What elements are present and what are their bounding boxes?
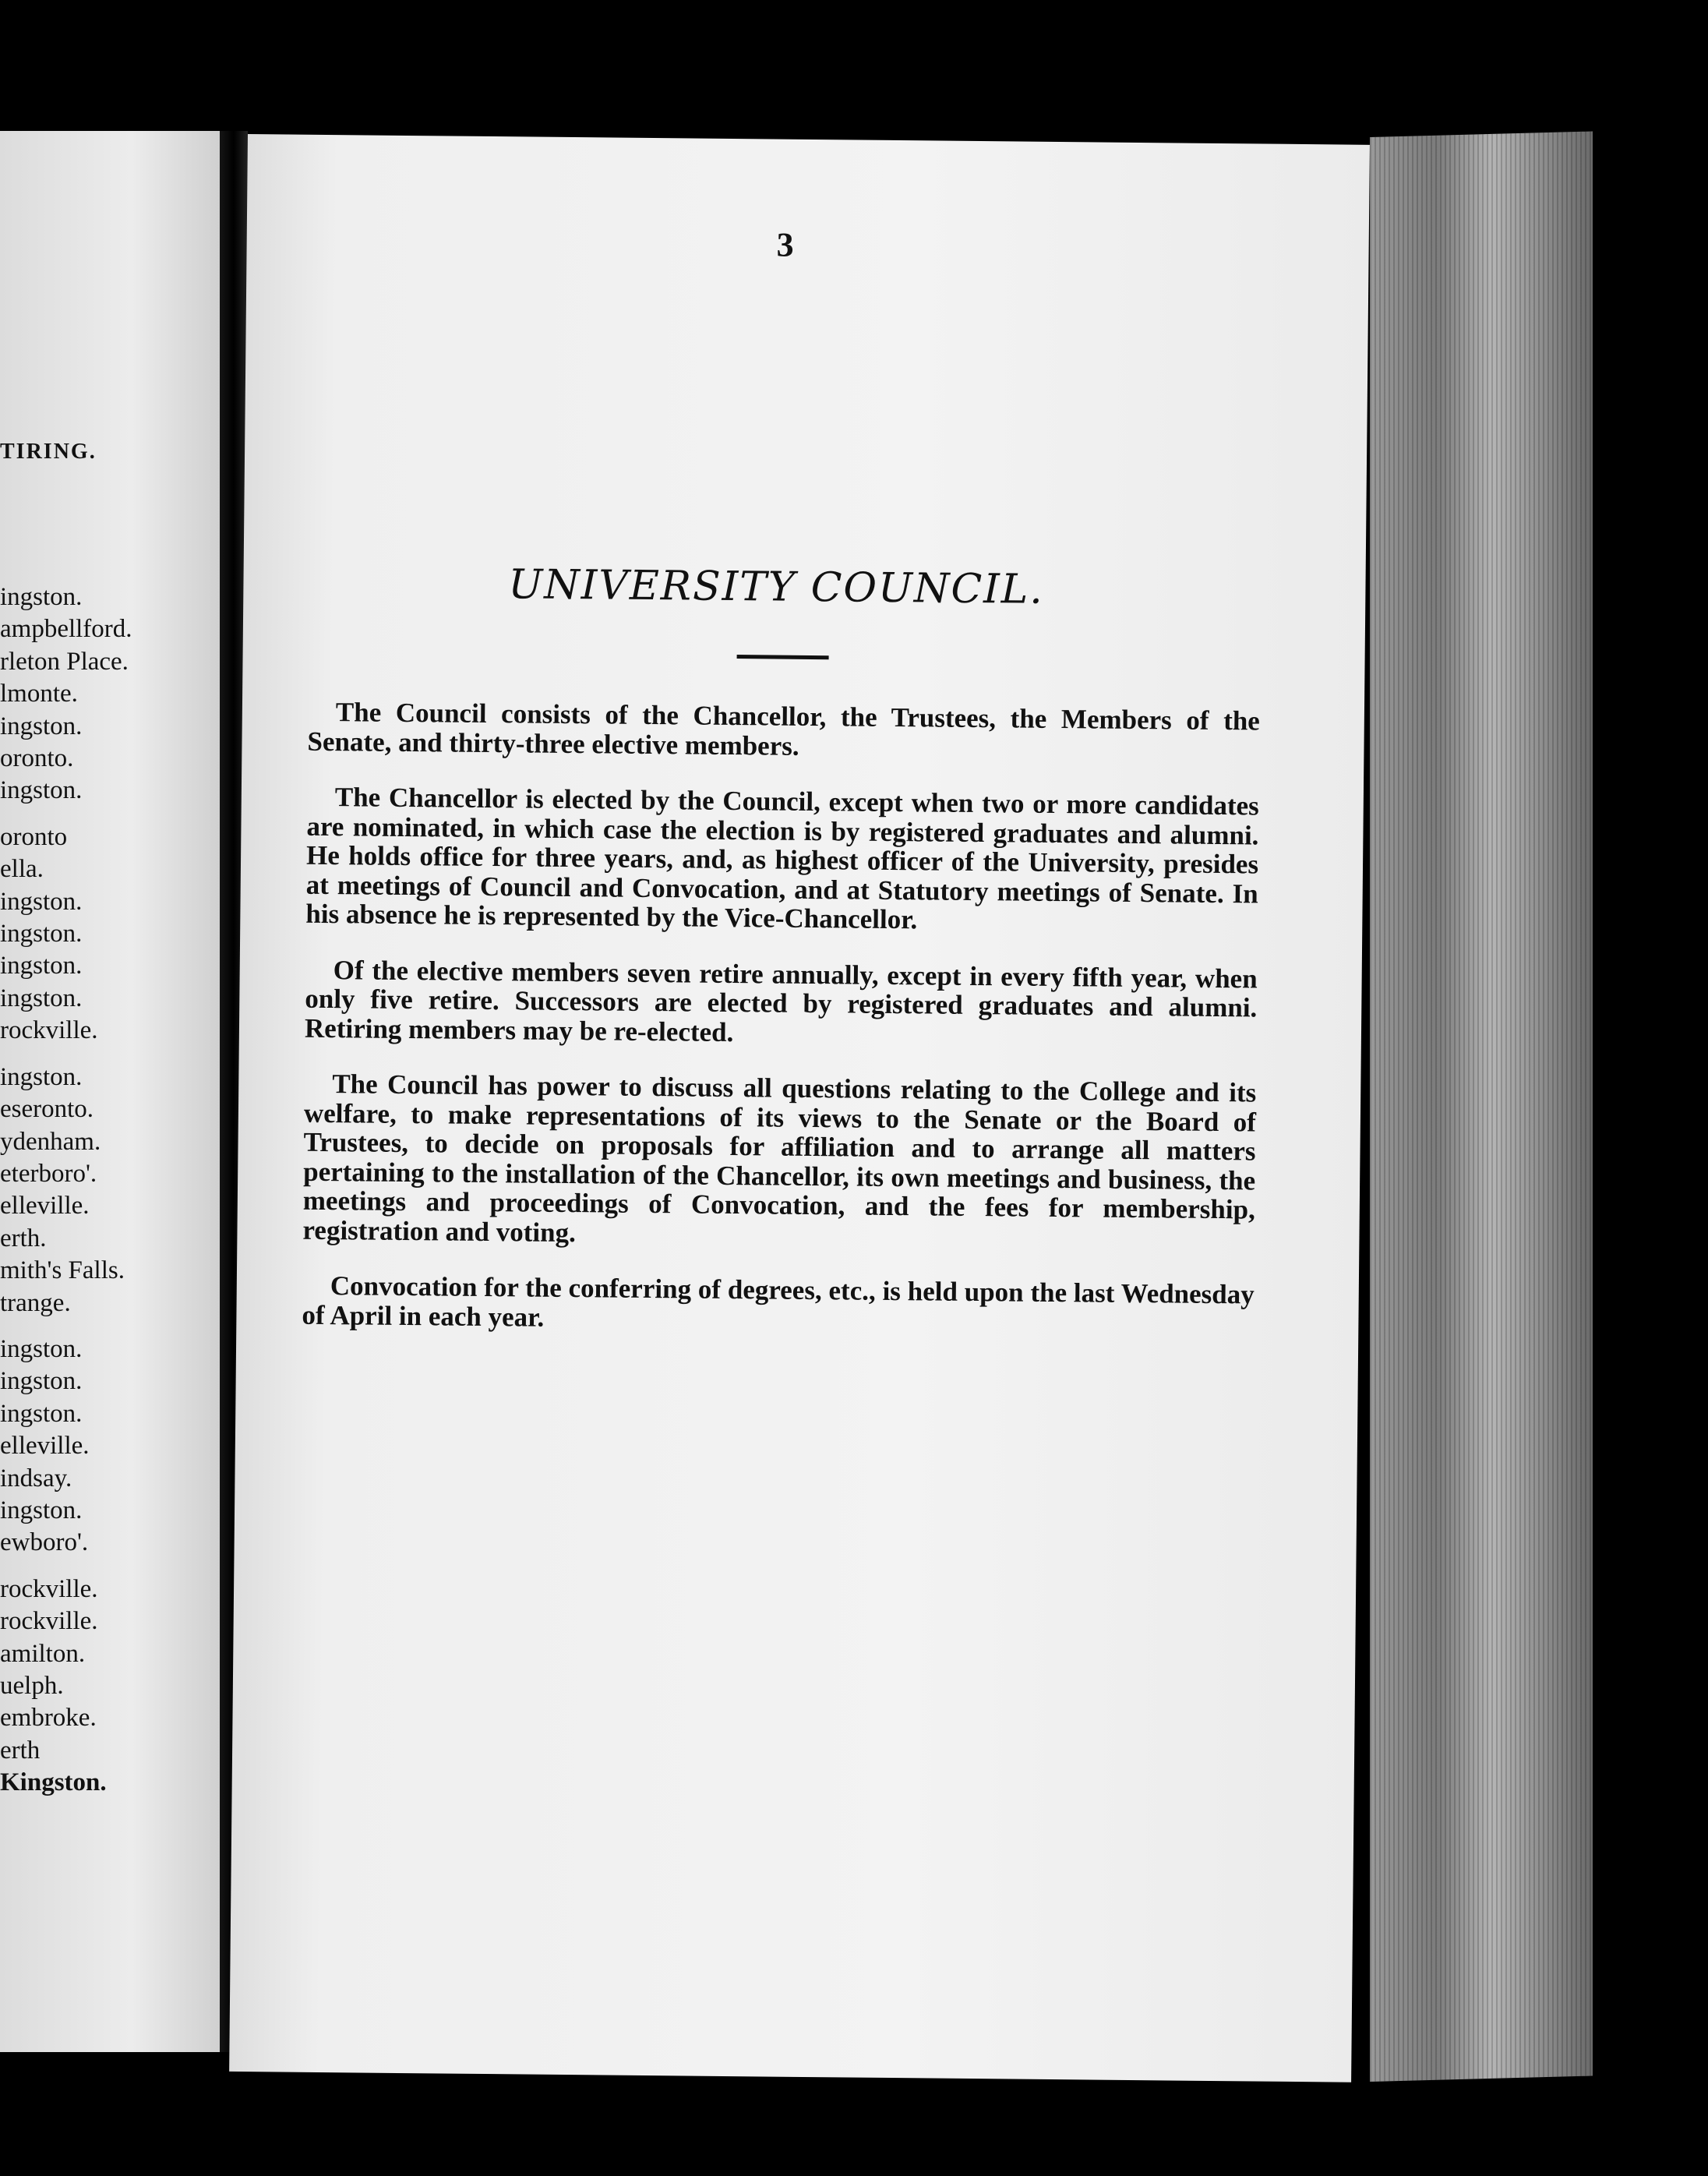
list-item: ella. (0, 855, 44, 884)
left-page (0, 131, 220, 2052)
list-item: ingston. (0, 1399, 83, 1428)
list-item: ingston. (0, 952, 83, 980)
list-item: ingston. (0, 712, 83, 740)
title-divider (737, 655, 829, 659)
paragraph: The Chancellor is elected by the Council, except when two or more candidates are nominated, in which case the election is by registered graduates and alumni. He holds office for three years, and, as highest officer of the University, presides at meetings of Council and Convocation, and at Statutory meetings of Senate. In his absence he is represented by the Vice-Chancellor. (305, 782, 1259, 935)
list-item: ingston. (0, 984, 83, 1012)
list-item: rockville. (0, 1607, 98, 1636)
list-item: ampbellford. (0, 615, 132, 644)
main-page (229, 134, 1370, 2082)
list-item: ingston. (0, 1496, 83, 1524)
list-item: erth. (0, 1224, 47, 1252)
list-item: rockville. (0, 1574, 98, 1603)
page-title: UNIVERSITY COUNCIL. (508, 561, 1045, 613)
list-item: ingston. (0, 583, 83, 611)
list-item: Kingston. (0, 1768, 107, 1797)
list-item: eseronto. (0, 1095, 94, 1124)
list-item: ingston. (0, 887, 83, 916)
list-item: ingston. (0, 1062, 83, 1091)
list-item: rockville. (0, 1016, 98, 1045)
list-item: uelph. (0, 1672, 64, 1700)
list-item: indsay. (0, 1464, 72, 1492)
list-item: ydenham. (0, 1127, 101, 1156)
paragraph: Of the elective members seven retire annually, except in every fifth year, when only five retire. Successors are elected by registered graduates and alumni. Retiring members may be re-elected. (304, 954, 1258, 1047)
list-item: rleton Place. (0, 647, 129, 676)
list-item: elleville. (0, 1192, 90, 1220)
page-block-edges (1370, 132, 1593, 2082)
list-item: embroke. (0, 1704, 97, 1733)
list-item: ingston. (0, 1334, 83, 1363)
left-page-place-list (0, 581, 132, 1800)
list-item: oronto. (0, 744, 74, 773)
paragraph: The Council has power to discuss all questions relating to the College and its welfare, to make representations of its views to the Senate or the Board of Trustees, to decide on proposals for affiliation and to arrange all matters pertaining to the installation of the Chancellor, its own meetings and business, the meetings and proceedings of Convocation, and the fees for membership, registration and voting. (302, 1069, 1257, 1248)
page-number: 3 (776, 225, 794, 264)
list-item: mith's Falls. (0, 1256, 125, 1285)
list-item: ingston. (0, 1367, 83, 1396)
paragraph: The Council consists of the Chancellor, the Trustees, the Members of the Senate, and thirty-three elective members. (307, 697, 1261, 761)
body-text (302, 698, 1260, 1365)
list-item: amilton. (0, 1639, 86, 1668)
list-item: ewboro'. (0, 1528, 89, 1557)
left-page-heading: TIRING. (0, 440, 97, 464)
list-item: eterboro'. (0, 1159, 97, 1188)
list-item: trange. (0, 1288, 71, 1317)
paragraph: Convocation for the conferring of degrees, etc., is held upon the last Wednesday of April in each year. (302, 1270, 1255, 1333)
list-item: elleville. (0, 1432, 90, 1461)
list-item: lmonte. (0, 680, 78, 708)
list-item: erth (0, 1736, 41, 1764)
list-item: ingston. (0, 776, 83, 805)
list-item: ingston. (0, 920, 83, 948)
list-item: oronto (0, 822, 68, 851)
